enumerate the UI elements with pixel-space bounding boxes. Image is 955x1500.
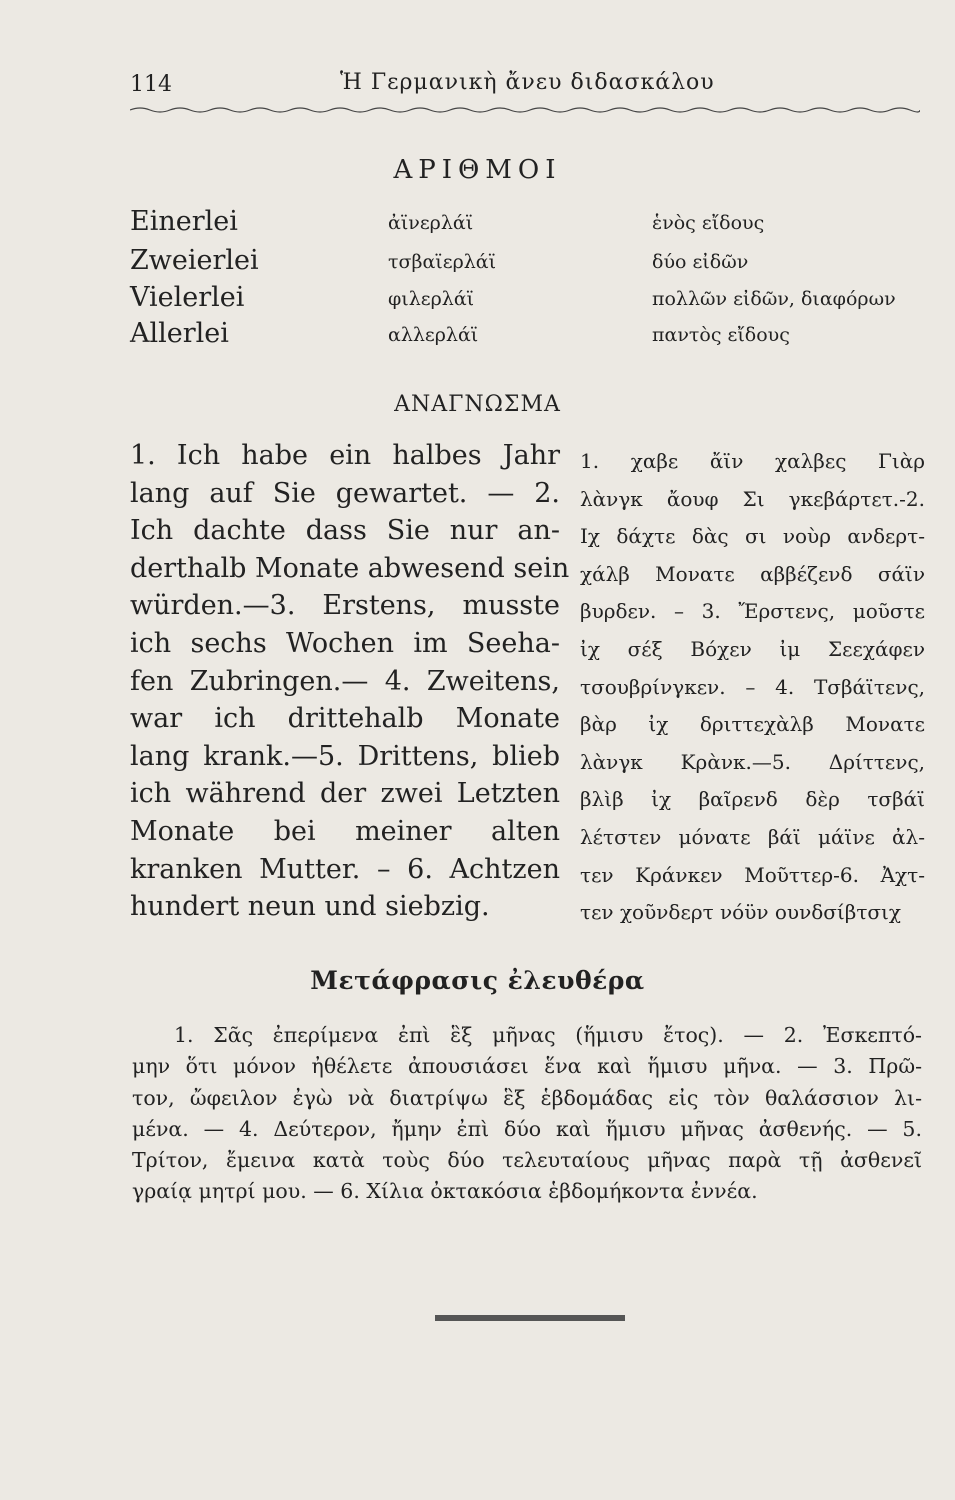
transliteration: τσβαϊερλάϊ	[388, 251, 497, 273]
transliteration-line: λὰνγκ Κρὰνκ.—5. Δρίττενς,	[580, 749, 925, 774]
german-reading-column	[130, 437, 570, 926]
german-line: war ich drittehalb Monate	[130, 703, 560, 735]
translation-line: τον, ὤφειλον ἐγὼ νὰ διατρίψω ἓξ ἑβδομάδας εἰς τὸν θαλάσσιον λι-	[132, 1085, 922, 1110]
header-wavy-rule	[130, 106, 920, 114]
german-line: hundert neun und siebzig.	[130, 891, 490, 923]
numbers-section-title: ΑΡΙΘΜΟΙ	[393, 155, 562, 185]
greek-meaning: πολλῶν εἰδῶν, διαφόρων	[652, 288, 896, 310]
german-line: kranken Mutter. – 6. Achtzen	[130, 853, 560, 885]
transliteration-line: Ιχ δάχτε δὰς σι νοὺρ ανδερτ-	[580, 524, 925, 549]
transliteration-line: τεν Κράνκεν Μοῦττερ-6. Ἀχτ-	[580, 862, 925, 887]
transliteration: αλλερλάϊ	[388, 324, 479, 346]
german-line: lang auf Sie gewartet. — 2.	[130, 477, 560, 509]
german-word: Einerlei	[130, 206, 238, 237]
german-line: lang krank.—5. Drittens, blieb	[130, 740, 560, 772]
greek-meaning: ἑνὸς εἴδους	[652, 212, 765, 234]
german-line: ich während der zwei Letzten	[130, 778, 560, 810]
transliteration-line: χάλβ Μονατε αββέζενδ σάϊν	[580, 561, 925, 586]
numbers-row	[0, 318, 955, 358]
translation-line: γραίᾳ μητρί μου. — 6. Χίλια ὀκτακόσια ἑβδομήκοντα ἐννέα.	[132, 1179, 758, 1204]
numbers-row	[0, 282, 955, 322]
transliteration-line: τεν χοῦνδερτ νόϋν ουνδσίβτσιχ	[580, 900, 902, 925]
numbers-row	[0, 245, 955, 285]
transliteration-column	[580, 443, 925, 932]
translation-line: μην ὅτι μόνον ἠθέλετε ἀπουσιάσει ἕνα καὶ ἥμισυ μῆνα. — 3. Πρῶ-	[132, 1054, 922, 1079]
translation-line: μένα. — 4. Δεύτερον, ἤμην ἐπὶ δύο καὶ ἥμισυ μῆνας ἀσθενής. — 5.	[132, 1116, 922, 1141]
german-line: Ich dachte dass Sie nur an-	[130, 515, 560, 547]
german-line: Monate bei meiner alten	[130, 815, 560, 847]
running-title: Ἡ Γερμανικὴ ἄνευ διδασκάλου	[340, 70, 715, 95]
transliteration-line: λὰνγκ ἄουφ Σι γκεβάρτετ.-2.	[580, 486, 925, 511]
german-word: Vielerlei	[130, 282, 245, 313]
german-line: fen Zubringen.— 4. Zweitens,	[130, 665, 560, 697]
german-word: Allerlei	[130, 318, 229, 349]
free-translation-title: Μετάφρασις ἐλευθέρα	[310, 966, 645, 995]
greek-meaning: παντὸς εἴδους	[652, 324, 790, 346]
free-translation-paragraph	[132, 1020, 922, 1208]
german-line: derthalb Monate abwesend sein	[130, 552, 570, 584]
reading-section-title: ΑΝΑΓΝΩΣΜΑ	[394, 392, 561, 417]
greek-meaning: δύο εἰδῶν	[652, 251, 749, 273]
transliteration-line: τσουβρίνγκεν. – 4. Τσβάϊτενς,	[580, 674, 925, 699]
transliteration-line: βὰρ ἰχ δριττεχὰλβ Μονατε	[580, 712, 925, 737]
page-header	[130, 68, 920, 108]
transliteration: φιλερλάϊ	[388, 288, 475, 310]
transliteration-line: βλὶβ ἰχ βαῖρενδ δὲρ τσβάϊ	[580, 787, 925, 812]
german-line: würden.—3. Erstens, musste	[130, 590, 560, 622]
end-rule	[435, 1315, 625, 1321]
numbers-row	[0, 206, 955, 246]
translation-line: 1. Σᾶς ἐπερίμενα ἐπὶ ἓξ μῆνας (ἥμισυ ἔτος). — 2. Ἐσκεπτό-	[174, 1023, 922, 1047]
translation-line: Τρίτον, ἔμεινα κατὰ τοὺς δύο τελευταίους μῆνας παρὰ τῇ ἀσθενεῖ	[132, 1148, 922, 1173]
transliteration-line: ἰχ σέξ Βόχεν ἰμ Σεεχάφεν	[580, 636, 925, 661]
page-number: 114	[130, 72, 172, 97]
german-line: ich sechs Wochen im Seeha-	[130, 627, 560, 659]
transliteration: ἀϊνερλάϊ	[388, 212, 474, 234]
german-word: Zweierlei	[130, 245, 259, 276]
transliteration-line: βυρδεν. – 3. Ἔρστενς, μοῦστε	[580, 599, 925, 624]
transliteration-line: λέτστεν μόνατε βάϊ μάϊνε ἀλ-	[580, 824, 925, 849]
german-line: 1. Ich habe ein halbes Jahr	[130, 440, 560, 471]
transliteration-line: 1. χαβε ἄϊν χαλβες Γιὰρ	[580, 449, 925, 473]
